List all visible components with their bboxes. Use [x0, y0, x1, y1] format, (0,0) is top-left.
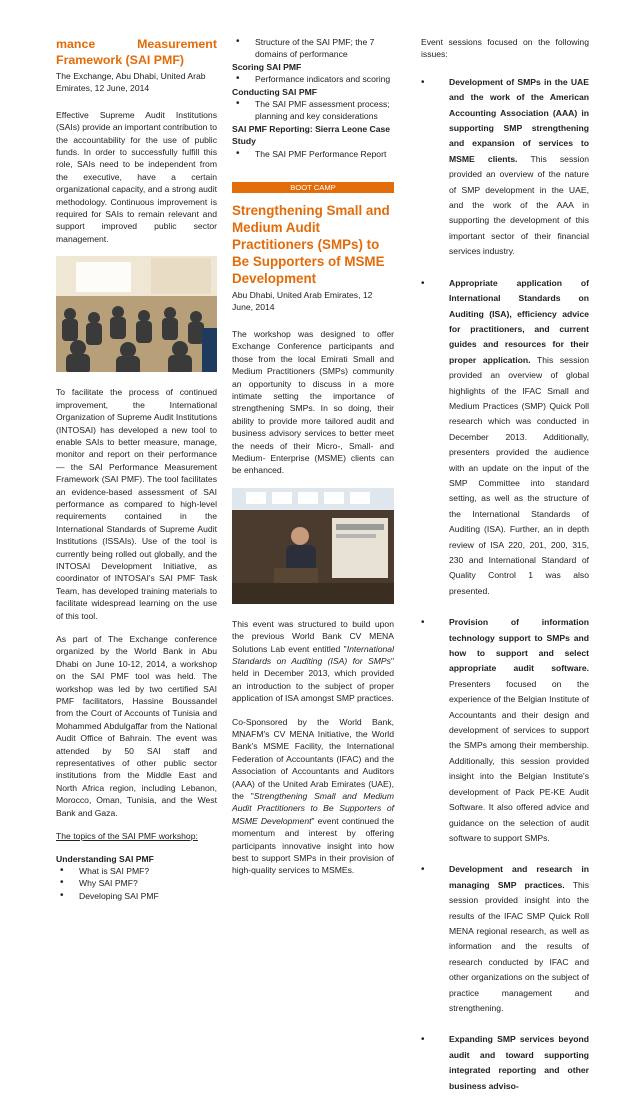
session-item [440, 1032, 589, 1094]
understanding-list-cont [232, 36, 394, 61]
session-list [421, 75, 589, 1094]
conducting-list [232, 98, 394, 123]
paragraph: Effective Supreme Audit Institutions (SAIs) provide an important contribution to the accountability for the use of public funds. In order to successfully fulfill this role, SAIs need to be independent from the executive, have a certain organizational capacity, and a strong audit methodology. Continuous improvement is required for SAIs to remain relevant and support improved public sector management. [56, 109, 217, 244]
session-title: Expanding SMP services beyond audit and toward supporting integrated reporting and other business adviso- [449, 1034, 589, 1091]
section-label: Scoring SAI PMF [232, 61, 302, 72]
session-item [440, 75, 589, 260]
scoring-list [232, 73, 394, 85]
paragraph-text: This event was structured to build upon the previous World Bank CV MENA Solutions Lab event entitled " [232, 618, 394, 654]
list-item: • The SAI PMF assessment process; planning and key considerations [246, 98, 394, 123]
paragraph-italic: International Standards on Auditing (ISA) for SMPs [232, 643, 394, 666]
paragraph-text: " held in December 2013, which provided an introduction to the subject of proper application of ISA amongst SMP practices. [232, 655, 394, 704]
column-3 [421, 36, 589, 1110]
session-text: This session provided an overview of the nature of SMP development in the UAE, and the work of the AAA in supporting the development of this important sector of their financial services industry. [449, 153, 590, 257]
paragraph-text: Co-Sponsored by the World Bank, MNAFM's CV MENA Initiative, the World Bank's MSME Facility, the International Federation of Accountants (IFAC) and the Association of Accountants and Auditors (AAA) of the United Arab Emirates (UAE), the " [232, 716, 394, 802]
list-item: • Performance indicators and scoring [246, 73, 394, 85]
session-title: Provision of information technology support to SMPs and how to support and select appropriate audit software. [449, 617, 589, 674]
session-text: This session provided insight into the results of the IFAC SMP Quick Roll MENA regional research, as well as information and the results of research conducted by IFAC and other organizations on the subject of practice management and strengthening. [449, 879, 589, 1013]
session-title: Development and research in managing SMP practices. [449, 864, 589, 890]
session-item [440, 862, 589, 1016]
paragraph-italic: Strengthening Small and Medium Audit Practitioners to Be Supporters of MSME Development [232, 791, 394, 826]
session-title: Appropriate application of International Standards on Auditing (ISA), efficiency advice for practitioners, and current guides and resources for their proper application. [449, 277, 589, 365]
list-item: • Structure of the SAI PMF; the 7 domains of performance [246, 36, 394, 61]
session-item [440, 615, 589, 846]
paragraph: As part of The Exchange conference organized by the World Bank in Abu Dhabi on June 10-12, 2014, a workshop on the SAI PMF tool was held. The workshop was led by two certified SAI PMF facilitators, Hassine Boussandel from the Court of Accounts of Tunisia and Mohammed Abdulgaffar from the National Audit Office of Bahrain. The event was attended by 50 SAI staff and representatives of other public sector institutions from the Middle East and North Africa region, including Lebanon, Morocco, Oman, Tunisia, and the West Bank and Gaza. [56, 634, 217, 818]
paragraph: To facilitate the process of continued improvement, the International Organization of Supreme Audit Institutions (INTOSAI) has developed a new tool to enable SAIs to better measure, manage, monitor and report on their performance — the SAI Performance Measurement Framework (SAI PMF). The tool facilitates an evidence-based assessment of SAI performance as compared to high-level requirements contained in the International Standards of Supreme Audit Institutions (ISSAIs). Use of the tool is currently being rolled out globally, and the INTOSAI Development Initiative, as coordinator of INTOSAI's SAI PMF Task Team, has developed training materials to facilitate widespread learning on the use of this tool. [56, 387, 217, 621]
paragraph-text: " event continued the momentum and interest by offering participants innovative insight into how best to support SMPs in their provision of high-quality services to MSMEs. [232, 815, 395, 876]
section-label: Understanding SAI PMF [56, 853, 154, 864]
paragraph [232, 716, 394, 877]
article-meta: The Exchange, Abu Dhabi, United Arab Emirates, 12 June, 2014 [56, 71, 206, 94]
understanding-list [56, 865, 217, 902]
session-text: Presenters focused on the experience of the Belgian Institute of Accountants and their design and development of services to support the SMPs among their membership. Additionally, this session provided insight into the Belgian Institute's development of Pack PE-KE Audit Software. It also offered advice and guidance on the selection of audit software to support SMPs. [449, 678, 589, 843]
conference-photo [56, 256, 217, 372]
session-title: Development of SMPs in the UAE and the work of the American Accounting Association (AAA) in supporting SMP strengthening and expansion of services to MSME clients. [449, 76, 589, 164]
list-item: • Why SAI PMF? [70, 877, 217, 889]
reporting-list [232, 148, 394, 160]
column-1 [56, 36, 217, 908]
list-item: • The SAI PMF Performance Report [246, 148, 394, 160]
article-title-sai-pmf: mance Measurement Framework (SAI PMF) [56, 37, 217, 67]
article-title-smp: Strengthening Small and Medium Audit Practitioners (SMPs) to Be Supporters of MSME Development [232, 203, 390, 287]
intro-paragraph: Event sessions focused on the following issues: [421, 37, 589, 60]
session-item [440, 276, 589, 600]
session-text: This session provided an overview of global highlights of the IFAC Small and Medium Practices (SMP) Quick Poll research which was conducted in December 2013. Additionally, presenters provided the audience with an update on the input of the SMP Committee into standard setting, as well as the structure of the International Standards of Auditing (ISA). Further, an in depth review of ISA 220, 201, 200, 315, 230 and International Standard of Quality Control 1 was also presented. [449, 354, 589, 596]
section-label: SAI PMF Reporting: Sierra Leone Case Study [232, 123, 391, 147]
section-label: Conducting SAI PMF [232, 86, 317, 97]
list-item: • Developing SAI PMF [70, 890, 217, 902]
paragraph [232, 618, 394, 705]
column-2 [232, 36, 394, 888]
speaker-photo [232, 488, 394, 604]
paragraph: The workshop was designed to offer Exchange Conference participants and those from the local Emirati Small and Medium Practitioners (SMPs) community an opportunity to discuss in a more intimate setting the importance of strengthening SMPs. In so doing, their ability to provide more tailored audit and business advisory services to better meet the needs of their Micro-, Small- and Medium- Enterprise (MSME) clients can be enhanced. [232, 328, 394, 476]
topics-heading: The topics of the SAI PMF workshop: [56, 831, 198, 842]
boot-camp-badge: BOOT CAMP [232, 182, 394, 193]
article-meta: Abu Dhabi, United Arab Emirates, 12 June, 2014 [232, 290, 373, 313]
list-item: • What is SAI PMF? [70, 865, 217, 877]
